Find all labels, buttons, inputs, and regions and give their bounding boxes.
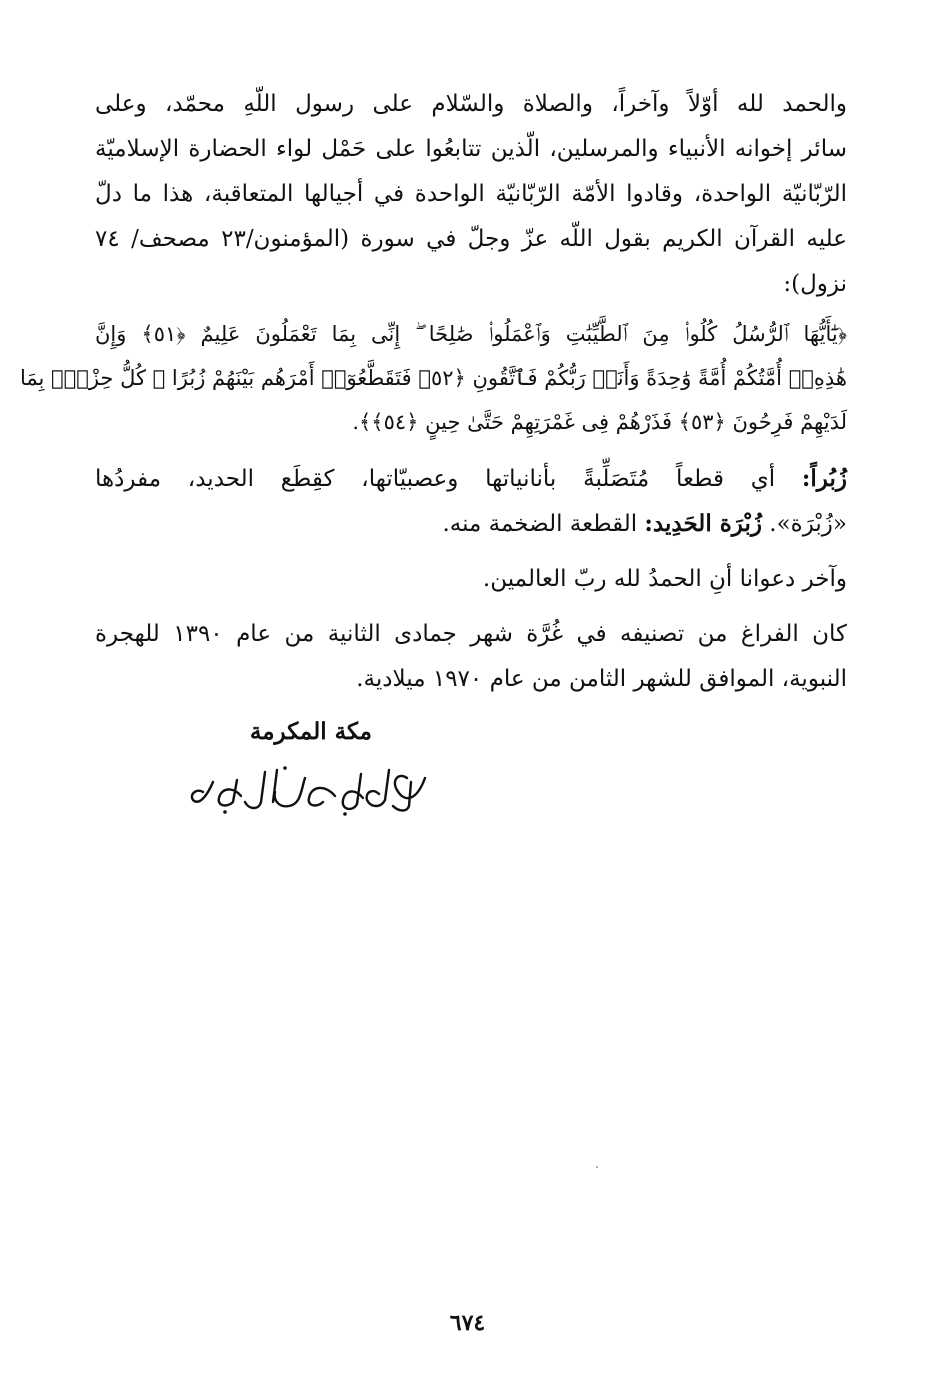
- gloss-text: أي قطعاً مُتَصَلِّبةً بأنانياتها وعصبيّاتها، كقِطَع الحديد، مفردُها: [95, 466, 776, 492]
- quran-line: لَدَيْهِمْ فَرِحُونَ ﴿٥٣﴾ فَذَرْهُمْ فِى غَمْرَتِهِمْ حَتَّىٰ حِينٍ ﴿٥٤﴾﴾.: [352, 410, 847, 434]
- gloss-term: زُبُراً:: [801, 465, 847, 492]
- handwritten-signature: [185, 760, 435, 820]
- completion-line: كان الفراغ من تصنيفه في غُرَّة شهر جمادى الثانية من عام ١٣٩٠ للهجرة: [95, 621, 847, 647]
- quran-line: هَٰذِهِۦٓ أُمَّتُكُمْ أُمَّةً وَٰحِدَةً وَأَنَا۠ رَبُّكُمْ فَٱتَّقُونِ ﴿٥٢﴾ فَتَقَطَّعُوٓا۟ أَمْرَهُم بَيْنَهُمْ زُبُرًا ۖ كُلُّ حِزْبٍۭ بِمَا: [19, 366, 847, 390]
- completion-line: النبوية، الموافق للشهر الثامن من عام ١٩٧٠ ميلادية.: [356, 666, 847, 692]
- gloss-term: «زُبْرَة».: [769, 511, 847, 537]
- closing-paragraph: [95, 557, 847, 602]
- intro-paragraph: [95, 82, 847, 307]
- gloss-paragraph: [95, 456, 847, 546]
- gloss-term: زُبْرَة الحَدِيد:: [644, 510, 762, 537]
- completion-paragraph: [95, 612, 847, 702]
- intro-line: سائر إخوانه الأنبياء والمرسلين، الّذين تتابعُوا على حَمْل لواء الحضارة الإسلاميّة: [95, 136, 847, 162]
- intro-line: عليه القرآن الكريم بقول اللّه عزّ وجلّ في سورة (المؤمنون/٢٣ مصحف/ ٧٤: [95, 226, 847, 252]
- place-name: مكة المكرمة: [249, 718, 372, 745]
- paper-speck: [596, 1166, 598, 1168]
- quran-line: ﴿يَٰٓأَيُّهَا ٱلرُّسُلُ كُلُوا۟ مِنَ ٱلطَّيِّبَٰتِ وَٱعْمَلُوا۟ صَٰلِحًا ۖ إِنِّى بِمَا تَعْمَلُونَ عَلِيمٌ ﴿٥١﴾ وَإِنَّ: [95, 322, 847, 346]
- page-number: ٦٧٤: [449, 1310, 486, 1336]
- closing-line: وآخر دعوانا أنِ الحمدُ لله ربّ العالمين.: [482, 566, 847, 592]
- intro-line: الرّبّانيّة الواحدة، وقادوا الأمّة الرّبّانيّة الواحدة في أجيالها المتعاقبة، هذا ما دلّ: [95, 181, 847, 207]
- quran-verses: [19, 312, 847, 444]
- gloss-line: [95, 456, 847, 501]
- gloss-text: القطعة الضخمة منه.: [442, 511, 638, 537]
- gloss-line: [95, 501, 847, 546]
- intro-line: والحمد لله أوّلاً وآخراً، والصلاة والسّلام على رسول اللّهِ محمّد، وعلى: [95, 91, 847, 117]
- intro-line: نزول):: [783, 271, 847, 297]
